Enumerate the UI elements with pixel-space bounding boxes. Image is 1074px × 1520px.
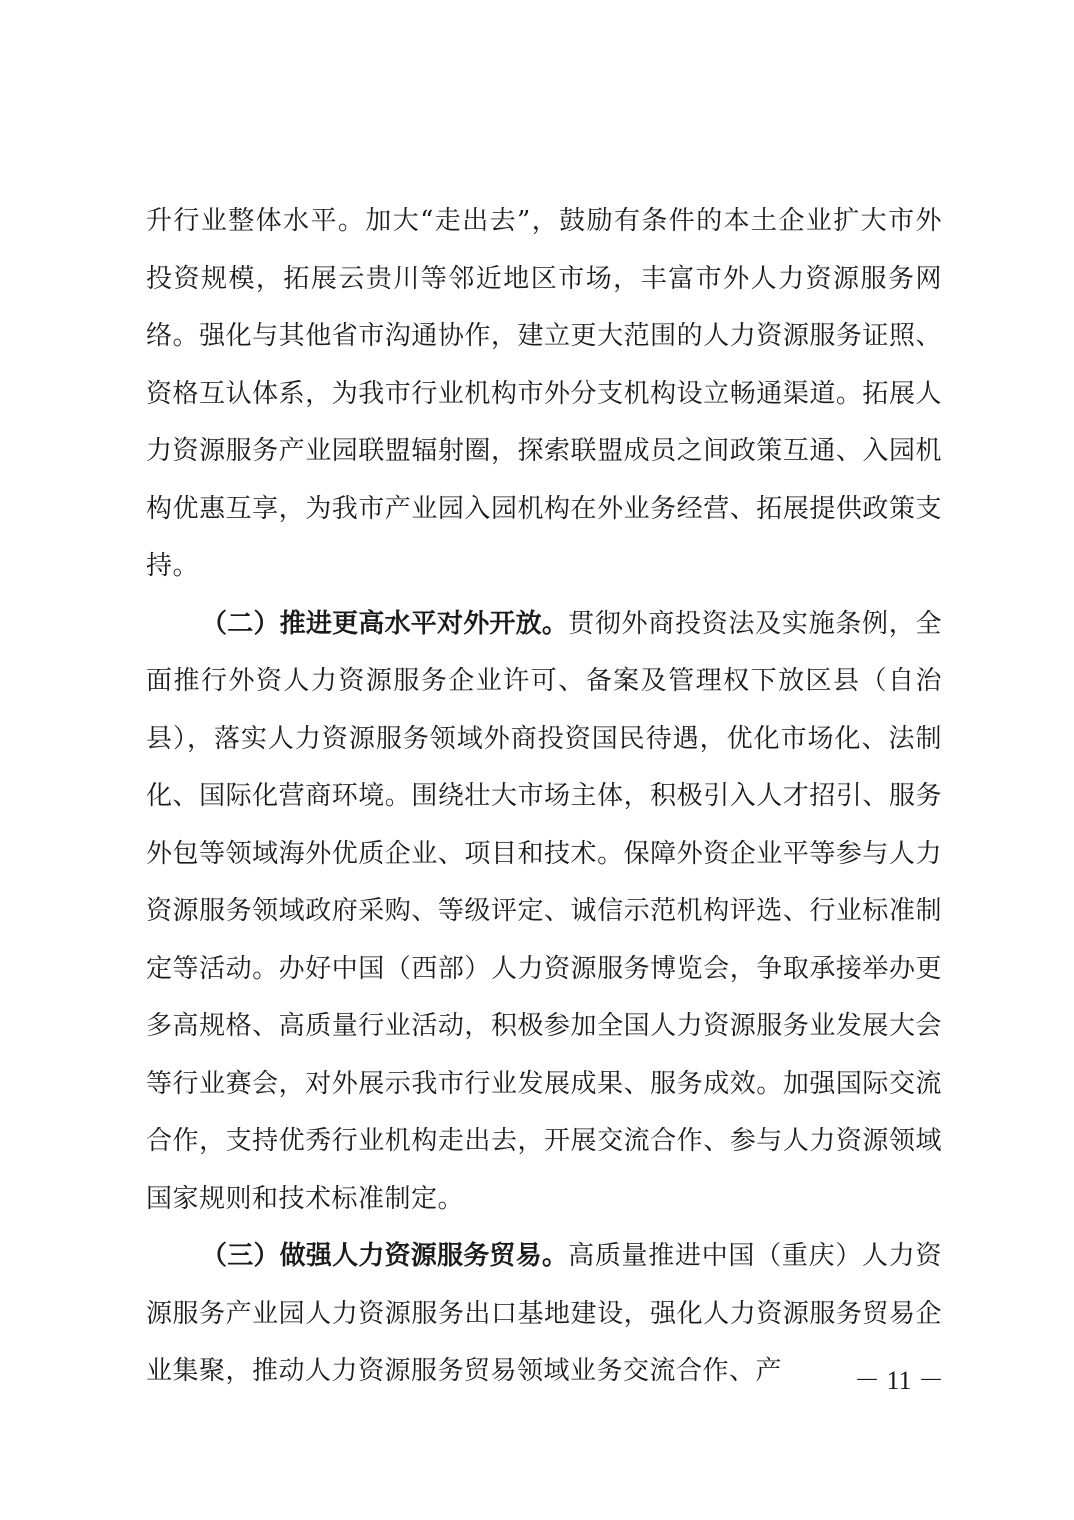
paragraph-2: [146, 596, 942, 1229]
paragraph-3-text: 高质量推进中国（重庆）人力资源服务产业园人力资源服务出口基地建设，强化人力资源服务贸易企业集聚，推动人力资源服务贸易领域业务交流合作、产: [146, 1241, 942, 1386]
paragraph-2-text: 贯彻外商投资法及实施条例，全面推行外资人力资源服务企业许可、备案及管理权下放区县（自治县），落实人力资源服务领域外商投资国民待遇，优化市场化、法制化、国际化营商环境。围绕壮大市场主体，积极引入人才招引、服务外包等领域海外优质企业、项目和技术。保障外资企业平等参与人力资源服务领域政府采购、等级评定、诚信示范机构评选、行业标准制定等活动。办好中国（西部）人力资源服务博览会，争取承接举办更多高规格、高质量行业活动，积极参加全国人力资源服务业发展大会等行业赛会，对外展示我市行业发展成果、服务成效。加强国际交流合作，支持优秀行业机构走出去，开展交流合作、参与人力资源领域国家规则和技术标准制定。: [146, 608, 942, 1214]
section-heading-3: （三）做强人力资源服务贸易。: [201, 1241, 569, 1271]
document-body: [146, 193, 942, 1401]
paragraph-1: [146, 193, 942, 596]
page-number: － 11 －: [854, 1366, 945, 1395]
paragraph-1-text: 升行业整体水平。加大“走出去”，鼓励有条件的本土企业扩大市外投资规模，拓展云贵川等邻近地区市场，丰富市外人力资源服务网络。强化与其他省市沟通协作，建立更大范围的人力资源服务证照、资格互认体系，为我市行业机构市外分支机构设立畅通渠道。拓展人力资源服务产业园联盟辐射圈，探索联盟成员之间政策互通、入园机构优惠互享，为我市产业园入园机构在外业务经营、拓展提供政策支持。: [146, 206, 942, 581]
paragraph-3: [146, 1228, 942, 1401]
section-heading-2: （二）推进更高水平对外开放。: [201, 608, 569, 639]
